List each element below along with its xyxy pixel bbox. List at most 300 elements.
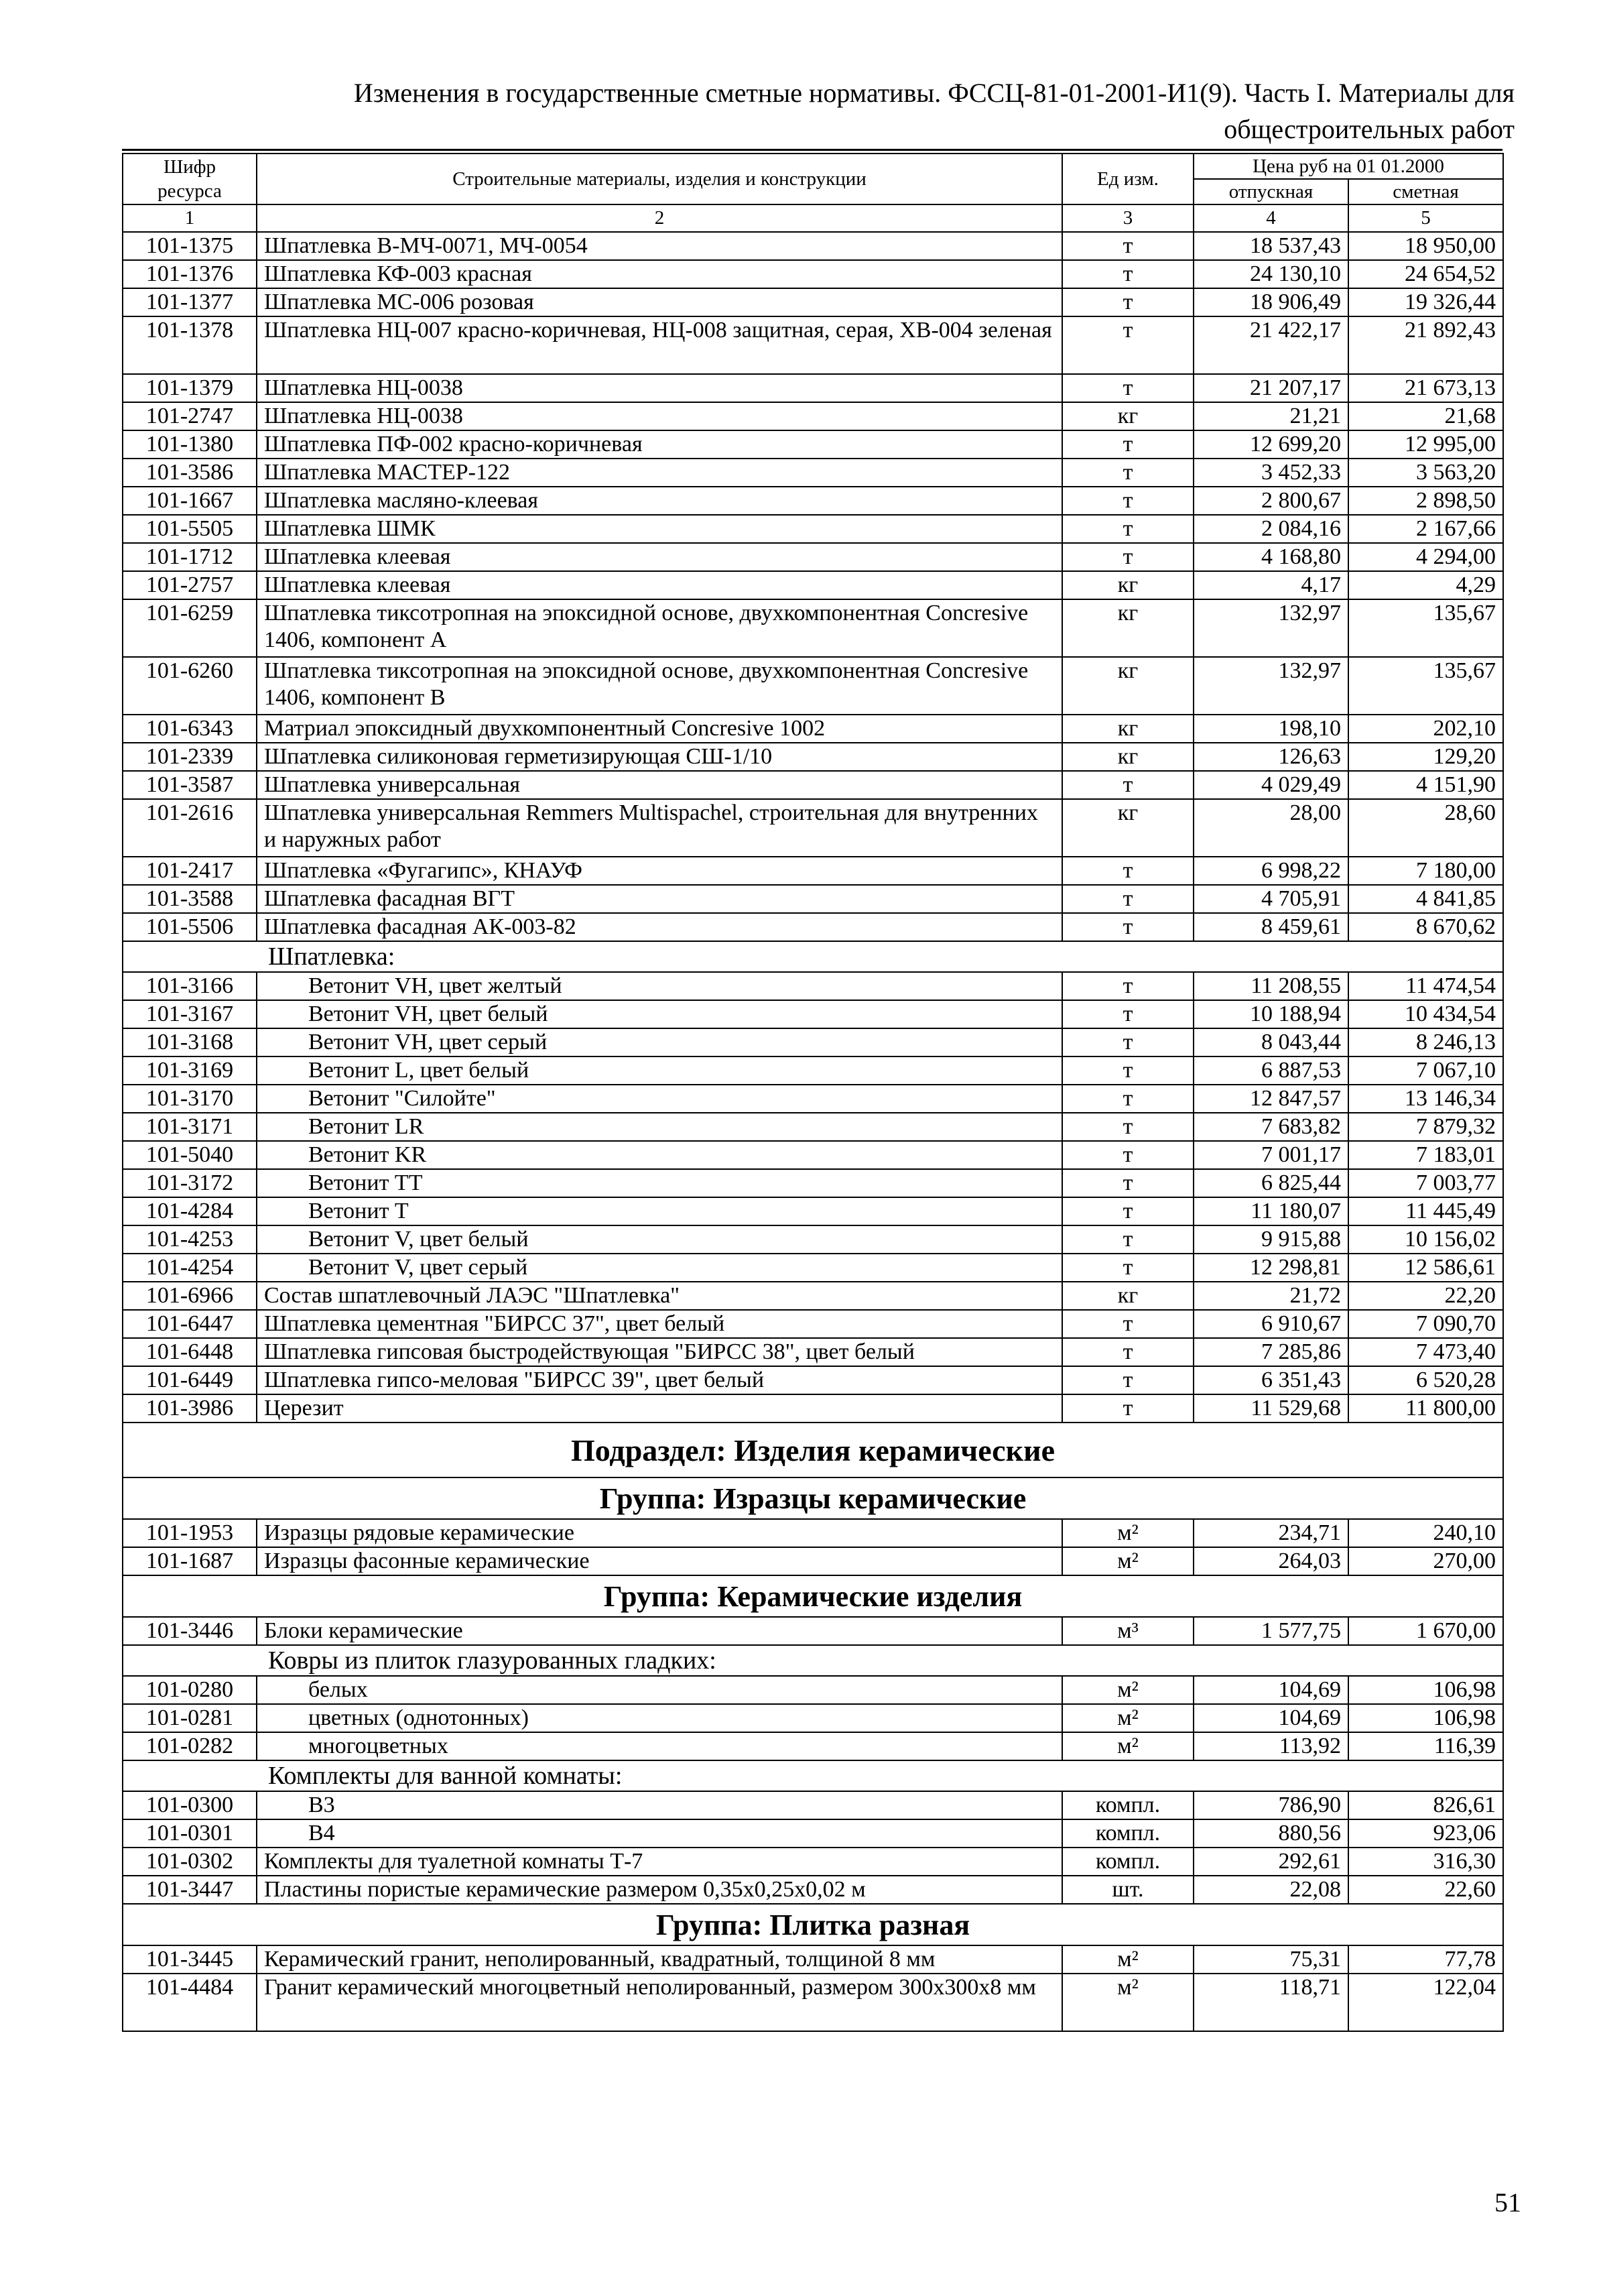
subgroup-label-row <box>123 1760 1503 1791</box>
cell-name: Шпатлевка универсальная <box>257 771 1062 799</box>
cell-name: В3 <box>257 1791 1062 1819</box>
header-line-1: Изменения в государственные сметные нормативы. ФССЦ-81-01-2001-И1(9). Часть I. Материалы для <box>353 78 1515 108</box>
table-row <box>123 743 1503 771</box>
cell-code: 101-1375 <box>123 232 257 260</box>
cell-code: 101-4484 <box>123 1974 257 2031</box>
cell-name: Шпатлевка «Фугагипс», КНАУФ <box>257 857 1062 885</box>
cell-price-release: 4 705,91 <box>1194 885 1348 913</box>
subgroup-label: Комплекты для ванной комнаты: <box>123 1760 1503 1791</box>
cell-price-estimate: 7 090,70 <box>1348 1310 1503 1338</box>
cell-code: 101-2757 <box>123 571 257 599</box>
cell-price-estimate: 7 183,01 <box>1348 1141 1503 1169</box>
cell-name: Шпатлевка фасадная ВГТ <box>257 885 1062 913</box>
cell-name: Матриал эпоксидный двухкомпонентный Concresive 1002 <box>257 715 1062 743</box>
cell-unit: т <box>1062 1394 1194 1423</box>
cell-price-release: 8 043,44 <box>1194 1028 1348 1056</box>
table-row <box>123 1676 1503 1704</box>
cell-code: 101-4253 <box>123 1225 257 1254</box>
cell-name: Изразцы рядовые керамические <box>257 1519 1062 1547</box>
cell-unit: т <box>1062 1000 1194 1028</box>
table-row <box>123 1791 1503 1819</box>
cell-unit: кг <box>1062 599 1194 657</box>
cell-price-release: 132,97 <box>1194 657 1348 715</box>
cell-price-estimate: 2 898,50 <box>1348 487 1503 515</box>
cell-name: Ветонит VH, цвет белый <box>257 1000 1062 1028</box>
cell-unit: т <box>1062 913 1194 941</box>
col-header-price-release: отпускная <box>1194 179 1348 204</box>
cell-price-estimate: 7 003,77 <box>1348 1169 1503 1197</box>
cell-name: Ветонит VH, цвет желтый <box>257 972 1062 1000</box>
cell-code: 101-2339 <box>123 743 257 771</box>
group-heading: Группа: Плитка разная <box>123 1904 1503 1945</box>
group-heading-row <box>123 1904 1503 1945</box>
cell-price-release: 6 910,67 <box>1194 1310 1348 1338</box>
cell-price-release: 6 825,44 <box>1194 1169 1348 1197</box>
cell-name: Церезит <box>257 1394 1062 1423</box>
cell-unit: компл. <box>1062 1819 1194 1848</box>
cell-name: Шпатлевка МАСТЕР-122 <box>257 459 1062 487</box>
cell-name: Ветонит "Силойте" <box>257 1085 1062 1113</box>
cell-price-release: 264,03 <box>1194 1547 1348 1575</box>
cell-name: Шпатлевка клеевая <box>257 543 1062 571</box>
cell-price-release: 7 683,82 <box>1194 1113 1348 1141</box>
cell-unit: т <box>1062 1085 1194 1113</box>
cell-price-release: 2 084,16 <box>1194 515 1348 543</box>
cell-price-estimate: 22,60 <box>1348 1876 1503 1904</box>
subsection-heading: Подраздел: Изделия керамические <box>123 1423 1503 1477</box>
cell-price-release: 21 422,17 <box>1194 316 1348 374</box>
cell-code: 101-3588 <box>123 885 257 913</box>
cell-code: 101-3172 <box>123 1169 257 1197</box>
cell-price-release: 1 577,75 <box>1194 1617 1348 1645</box>
cell-code: 101-2616 <box>123 799 257 857</box>
cell-price-estimate: 240,10 <box>1348 1519 1503 1547</box>
cell-code: 101-3445 <box>123 1945 257 1974</box>
cell-code: 101-0280 <box>123 1676 257 1704</box>
cell-price-estimate: 4 841,85 <box>1348 885 1503 913</box>
cell-name: Ветонит VH, цвет серый <box>257 1028 1062 1056</box>
table-row <box>123 599 1503 657</box>
cell-unit: кг <box>1062 1282 1194 1310</box>
cell-code: 101-6447 <box>123 1310 257 1338</box>
cell-name: Ветонит KR <box>257 1141 1062 1169</box>
cell-code: 101-0300 <box>123 1791 257 1819</box>
cell-price-release: 126,63 <box>1194 743 1348 771</box>
cell-unit: м² <box>1062 1945 1194 1974</box>
cell-unit: т <box>1062 1254 1194 1282</box>
cell-price-estimate: 135,67 <box>1348 657 1503 715</box>
table-row <box>123 1617 1503 1645</box>
table-row <box>123 459 1503 487</box>
cell-price-estimate: 4 294,00 <box>1348 543 1503 571</box>
cell-unit: т <box>1062 1056 1194 1085</box>
cell-name: Изразцы фасонные керамические <box>257 1547 1062 1575</box>
table-row <box>123 1394 1503 1423</box>
cell-code: 101-3587 <box>123 771 257 799</box>
table-row <box>123 288 1503 316</box>
cell-code: 101-5505 <box>123 515 257 543</box>
cell-price-estimate: 826,61 <box>1348 1791 1503 1819</box>
cell-price-release: 7 001,17 <box>1194 1141 1348 1169</box>
table-row <box>123 487 1503 515</box>
table-row <box>123 1282 1503 1310</box>
table-row <box>123 543 1503 571</box>
cell-price-release: 2 800,67 <box>1194 487 1348 515</box>
cell-price-release: 4,17 <box>1194 571 1348 599</box>
cell-price-release: 6 351,43 <box>1194 1366 1348 1394</box>
cell-price-release: 10 188,94 <box>1194 1000 1348 1028</box>
cell-unit: компл. <box>1062 1848 1194 1876</box>
cell-unit: т <box>1062 972 1194 1000</box>
cell-name: Шпатлевка ШМК <box>257 515 1062 543</box>
table-row <box>123 316 1503 374</box>
cell-code: 101-3167 <box>123 1000 257 1028</box>
cell-price-estimate: 22,20 <box>1348 1282 1503 1310</box>
cell-unit: т <box>1062 771 1194 799</box>
table-row <box>123 1704 1503 1732</box>
cell-price-release: 6 998,22 <box>1194 857 1348 885</box>
cell-name: Шпатлевка масляно-клеевая <box>257 487 1062 515</box>
cell-price-estimate: 7 180,00 <box>1348 857 1503 885</box>
table-row <box>123 1519 1503 1547</box>
cell-price-release: 3 452,33 <box>1194 459 1348 487</box>
cell-code: 101-0301 <box>123 1819 257 1848</box>
cell-price-estimate: 8 670,62 <box>1348 913 1503 941</box>
cell-name: Шпатлевка клеевая <box>257 571 1062 599</box>
cell-code: 101-2417 <box>123 857 257 885</box>
cell-code: 101-4284 <box>123 1197 257 1225</box>
cell-price-estimate: 13 146,34 <box>1348 1085 1503 1113</box>
cell-price-release: 12 298,81 <box>1194 1254 1348 1282</box>
cell-price-estimate: 3 563,20 <box>1348 459 1503 487</box>
table-row <box>123 1056 1503 1085</box>
cell-price-estimate: 11 474,54 <box>1348 972 1503 1000</box>
cell-name: Гранит керамический многоцветный неполированный, размером 300х300х8 мм <box>257 1974 1062 2031</box>
cell-name: Шпатлевка НЦ-007 красно-коричневая, НЦ-008 защитная, серая, ХВ-004 зеленая <box>257 316 1062 374</box>
cell-unit: т <box>1062 288 1194 316</box>
cell-price-estimate: 1 670,00 <box>1348 1617 1503 1645</box>
cell-price-estimate: 19 326,44 <box>1348 288 1503 316</box>
cell-code: 101-1667 <box>123 487 257 515</box>
cell-code: 101-3586 <box>123 459 257 487</box>
cell-unit: м² <box>1062 1974 1194 2031</box>
table-row <box>123 374 1503 402</box>
cell-price-release: 234,71 <box>1194 1519 1348 1547</box>
subgroup-label-row <box>123 941 1503 972</box>
cell-price-estimate: 4 151,90 <box>1348 771 1503 799</box>
cell-price-estimate: 7 473,40 <box>1348 1338 1503 1366</box>
cell-price-release: 104,69 <box>1194 1676 1348 1704</box>
table-row <box>123 1547 1503 1575</box>
cell-code: 101-2747 <box>123 402 257 430</box>
cell-price-estimate: 116,39 <box>1348 1732 1503 1760</box>
table-row <box>123 771 1503 799</box>
cell-name: Шпатлевка тиксотропная на эпоксидной основе, двухкомпонентная Concresive 1406, компонент В <box>257 657 1062 715</box>
cell-unit: т <box>1062 1028 1194 1056</box>
cell-name: Шпатлевка гипсо-меловая "БИРСС 39", цвет белый <box>257 1366 1062 1394</box>
cell-unit: т <box>1062 1141 1194 1169</box>
cell-price-release: 7 285,86 <box>1194 1338 1348 1366</box>
table-row <box>123 571 1503 599</box>
cell-code: 101-1953 <box>123 1519 257 1547</box>
cell-price-release: 18 906,49 <box>1194 288 1348 316</box>
cell-price-estimate: 129,20 <box>1348 743 1503 771</box>
cell-code: 101-3447 <box>123 1876 257 1904</box>
cell-price-release: 104,69 <box>1194 1704 1348 1732</box>
cell-name: Шпатлевка силиконовая герметизирующая СШ-1/10 <box>257 743 1062 771</box>
table-row <box>123 1848 1503 1876</box>
cell-unit: т <box>1062 543 1194 571</box>
cell-price-release: 11 208,55 <box>1194 972 1348 1000</box>
cell-price-estimate: 10 434,54 <box>1348 1000 1503 1028</box>
cell-price-release: 4 029,49 <box>1194 771 1348 799</box>
col-number-4: 4 <box>1194 204 1348 232</box>
cell-price-release: 786,90 <box>1194 1791 1348 1819</box>
cell-price-release: 12 847,57 <box>1194 1085 1348 1113</box>
table-row <box>123 913 1503 941</box>
table-row <box>123 430 1503 459</box>
cell-code: 101-6259 <box>123 599 257 657</box>
cell-name: Шпатлевка В-МЧ-0071, МЧ-0054 <box>257 232 1062 260</box>
table-row <box>123 1732 1503 1760</box>
cell-unit: т <box>1062 1169 1194 1197</box>
table-row <box>123 1366 1503 1394</box>
table-row <box>123 715 1503 743</box>
table-row <box>123 260 1503 288</box>
col-header-name: Строительные материалы, изделия и конструкции <box>257 154 1062 204</box>
cell-unit: т <box>1062 1225 1194 1254</box>
cell-price-release: 11 529,68 <box>1194 1394 1348 1423</box>
cell-unit: кг <box>1062 743 1194 771</box>
page-header <box>201 75 1515 147</box>
col-number-1: 1 <box>123 204 257 232</box>
table-row <box>123 1085 1503 1113</box>
cell-price-estimate: 18 950,00 <box>1348 232 1503 260</box>
cell-unit: т <box>1062 487 1194 515</box>
cell-price-release: 18 537,43 <box>1194 232 1348 260</box>
cell-name: Ветонит Т <box>257 1197 1062 1225</box>
group-heading: Группа: Изразцы керамические <box>123 1477 1503 1519</box>
price-table <box>122 153 1504 2032</box>
cell-name: Шпатлевка НЦ-0038 <box>257 374 1062 402</box>
cell-unit: т <box>1062 1338 1194 1366</box>
group-heading-row <box>123 1477 1503 1519</box>
cell-unit: м² <box>1062 1547 1194 1575</box>
cell-name: Ветонит ТТ <box>257 1169 1062 1197</box>
cell-unit: т <box>1062 1366 1194 1394</box>
cell-name: Шпатлевка ПФ-002 красно-коричневая <box>257 430 1062 459</box>
cell-price-estimate: 8 246,13 <box>1348 1028 1503 1056</box>
cell-name: Шпатлевка фасадная АК-003-82 <box>257 913 1062 941</box>
header-rule <box>122 149 1502 151</box>
cell-price-estimate: 106,98 <box>1348 1704 1503 1732</box>
table-row <box>123 1819 1503 1848</box>
cell-name: В4 <box>257 1819 1062 1848</box>
cell-name: Блоки керамические <box>257 1617 1062 1645</box>
cell-unit: м³ <box>1062 1617 1194 1645</box>
cell-price-release: 21 207,17 <box>1194 374 1348 402</box>
table-row <box>123 1338 1503 1366</box>
col-header-price-estimate: сметная <box>1348 179 1503 204</box>
cell-code: 101-3171 <box>123 1113 257 1141</box>
cell-price-estimate: 106,98 <box>1348 1676 1503 1704</box>
cell-unit: м² <box>1062 1732 1194 1760</box>
cell-price-release: 75,31 <box>1194 1945 1348 1974</box>
table-row <box>123 515 1503 543</box>
page-number: 51 <box>1494 2187 1521 2218</box>
col-header-price: Цена руб на 01 01.2000 <box>1194 154 1503 179</box>
cell-code: 101-3169 <box>123 1056 257 1085</box>
cell-unit: т <box>1062 1310 1194 1338</box>
cell-price-release: 198,10 <box>1194 715 1348 743</box>
cell-name: Ветонит LR <box>257 1113 1062 1141</box>
cell-code: 101-3166 <box>123 972 257 1000</box>
table-row <box>123 402 1503 430</box>
cell-unit: кг <box>1062 657 1194 715</box>
col-number-3: 3 <box>1062 204 1194 232</box>
cell-unit: кг <box>1062 799 1194 857</box>
cell-price-estimate: 12 995,00 <box>1348 430 1503 459</box>
table-row <box>123 232 1503 260</box>
cell-code: 101-1378 <box>123 316 257 374</box>
cell-code: 101-1380 <box>123 430 257 459</box>
cell-name: Шпатлевка МС-006 розовая <box>257 288 1062 316</box>
cell-price-estimate: 122,04 <box>1348 1974 1503 2031</box>
col-header-unit: Ед изм. <box>1062 154 1194 204</box>
cell-price-estimate: 21 892,43 <box>1348 316 1503 374</box>
cell-name: Шпатлевка тиксотропная на эпоксидной основе, двухкомпонентная Concresive 1406, компонент А <box>257 599 1062 657</box>
subgroup-label: Ковры из плиток глазурованных гладких: <box>123 1645 1503 1676</box>
cell-name: Ветонит L, цвет белый <box>257 1056 1062 1085</box>
cell-code: 101-3446 <box>123 1617 257 1645</box>
cell-unit: т <box>1062 1113 1194 1141</box>
subgroup-label-row <box>123 1645 1503 1676</box>
cell-code: 101-4254 <box>123 1254 257 1282</box>
cell-unit: т <box>1062 430 1194 459</box>
cell-unit: т <box>1062 232 1194 260</box>
table-row <box>123 857 1503 885</box>
cell-code: 101-3168 <box>123 1028 257 1056</box>
cell-unit: компл. <box>1062 1791 1194 1819</box>
table-row <box>123 1254 1503 1282</box>
cell-price-release: 22,08 <box>1194 1876 1348 1904</box>
table-row <box>123 1113 1503 1141</box>
cell-name: цветных (однотонных) <box>257 1704 1062 1732</box>
cell-code: 101-0302 <box>123 1848 257 1876</box>
cell-unit: т <box>1062 1197 1194 1225</box>
cell-code: 101-6449 <box>123 1366 257 1394</box>
table-row <box>123 1197 1503 1225</box>
subgroup-label: Шпатлевка: <box>123 941 1503 972</box>
cell-code: 101-1379 <box>123 374 257 402</box>
cell-price-estimate: 11 800,00 <box>1348 1394 1503 1423</box>
cell-name: Шпатлевка универсальная Remmers Multispachel, строительная для внутренних и наружных работ <box>257 799 1062 857</box>
cell-price-release: 21,21 <box>1194 402 1348 430</box>
cell-unit: кг <box>1062 715 1194 743</box>
cell-price-estimate: 7 067,10 <box>1348 1056 1503 1085</box>
cell-unit: т <box>1062 374 1194 402</box>
cell-unit: кг <box>1062 402 1194 430</box>
cell-price-estimate: 77,78 <box>1348 1945 1503 1974</box>
cell-price-release: 28,00 <box>1194 799 1348 857</box>
cell-price-release: 118,71 <box>1194 1974 1348 2031</box>
cell-name: Комплекты для туалетной комнаты Т-7 <box>257 1848 1062 1876</box>
cell-price-estimate: 21 673,13 <box>1348 374 1503 402</box>
cell-name: Ветонит V, цвет серый <box>257 1254 1062 1282</box>
cell-name: Керамический гранит, неполированный, квадратный, толщиной 8 мм <box>257 1945 1062 1974</box>
cell-price-release: 880,56 <box>1194 1819 1348 1848</box>
cell-code: 101-5040 <box>123 1141 257 1169</box>
cell-unit: шт. <box>1062 1876 1194 1904</box>
cell-price-estimate: 7 879,32 <box>1348 1113 1503 1141</box>
table-row <box>123 1000 1503 1028</box>
cell-name: Шпатлевка цементная "БИРСС 37", цвет белый <box>257 1310 1062 1338</box>
cell-code: 101-1687 <box>123 1547 257 1575</box>
cell-price-estimate: 11 445,49 <box>1348 1197 1503 1225</box>
table-row <box>123 799 1503 857</box>
group-heading: Группа: Керамические изделия <box>123 1575 1503 1617</box>
cell-price-estimate: 10 156,02 <box>1348 1225 1503 1254</box>
table-row <box>123 885 1503 913</box>
cell-code: 101-6966 <box>123 1282 257 1310</box>
cell-unit: кг <box>1062 571 1194 599</box>
cell-code: 101-6260 <box>123 657 257 715</box>
cell-unit: т <box>1062 885 1194 913</box>
cell-price-estimate: 12 586,61 <box>1348 1254 1503 1282</box>
cell-code: 101-6343 <box>123 715 257 743</box>
table-row <box>123 1876 1503 1904</box>
cell-name: Состав шпатлевочный ЛАЭС "Шпатлевка" <box>257 1282 1062 1310</box>
table-row <box>123 1310 1503 1338</box>
col-header-code: Шифр ресурса <box>123 154 257 204</box>
group-heading-row <box>123 1575 1503 1617</box>
header-line-2: общестроительных работ <box>1224 114 1515 144</box>
table-row <box>123 972 1503 1000</box>
cell-price-release: 292,61 <box>1194 1848 1348 1876</box>
cell-price-release: 6 887,53 <box>1194 1056 1348 1085</box>
cell-unit: т <box>1062 316 1194 374</box>
table-body <box>123 232 1503 2031</box>
cell-price-release: 9 915,88 <box>1194 1225 1348 1254</box>
cell-code: 101-5506 <box>123 913 257 941</box>
cell-unit: т <box>1062 260 1194 288</box>
cell-price-release: 113,92 <box>1194 1732 1348 1760</box>
cell-price-estimate: 202,10 <box>1348 715 1503 743</box>
table-row <box>123 1945 1503 1974</box>
col-number-5: 5 <box>1348 204 1503 232</box>
cell-unit: т <box>1062 515 1194 543</box>
cell-price-estimate: 2 167,66 <box>1348 515 1503 543</box>
cell-code: 101-0281 <box>123 1704 257 1732</box>
cell-name: Шпатлевка КФ-003 красная <box>257 260 1062 288</box>
cell-price-estimate: 21,68 <box>1348 402 1503 430</box>
cell-name: Шпатлевка НЦ-0038 <box>257 402 1062 430</box>
cell-price-release: 24 130,10 <box>1194 260 1348 288</box>
col-number-2: 2 <box>257 204 1062 232</box>
cell-code: 101-1712 <box>123 543 257 571</box>
cell-unit: м² <box>1062 1676 1194 1704</box>
table-row <box>123 1225 1503 1254</box>
cell-code: 101-0282 <box>123 1732 257 1760</box>
subsection-heading-row <box>123 1423 1503 1477</box>
cell-code: 101-1377 <box>123 288 257 316</box>
cell-price-release: 132,97 <box>1194 599 1348 657</box>
cell-price-estimate: 6 520,28 <box>1348 1366 1503 1394</box>
table-row <box>123 1028 1503 1056</box>
cell-name: Ветонит V, цвет белый <box>257 1225 1062 1254</box>
cell-code: 101-1376 <box>123 260 257 288</box>
cell-price-estimate: 24 654,52 <box>1348 260 1503 288</box>
